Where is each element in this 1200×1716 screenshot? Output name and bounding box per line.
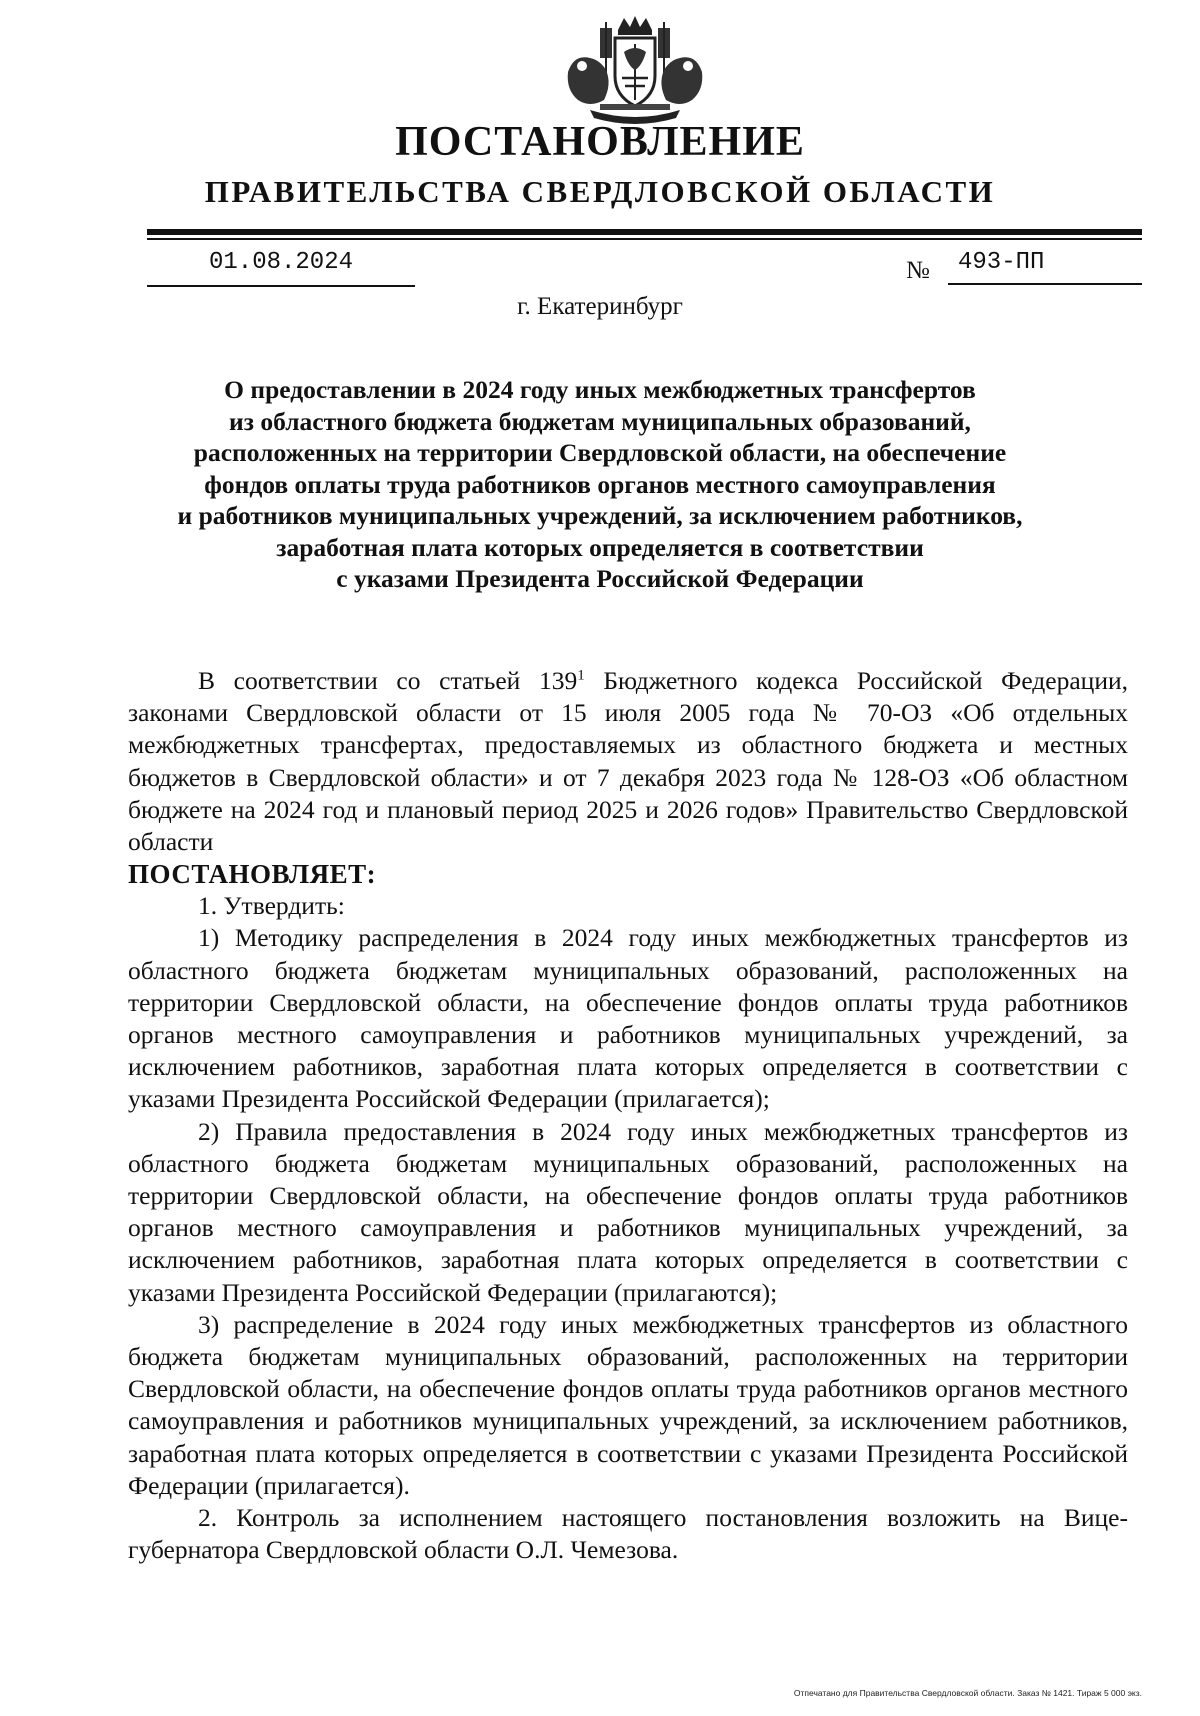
article-superscript: 1 [577,667,585,684]
document-heading [130,374,1070,595]
item-2: 2. Контроль за исполнением настоящего постановления возложить на Вице-губернатора Свердловской области О.Л. Чемезова. [128,1503,1128,1565]
preamble-paragraph [128,665,1128,858]
document-number: 493-ПП [948,245,1142,285]
coat-of-arms-emblem [560,14,710,124]
item-1-3: 3) распределение в 2024 году иных межбюджетных трансфертов из областного бюджета бюджетам муниципальных образований, расположенных на территории Свердловской области, на обеспечение фондов оплаты труда работников органов местного самоуправления и работников муниципальных учреждений, за исключением работников, заработная плата которых определяется в соответствии с указами Президента Российской Федерации (прилагается). [128,1309,1128,1500]
document-body [128,665,1128,1566]
heading-line: О предоставлении в 2024 году иных межбюджетных трансфертов [224,375,976,404]
heading-line: заработная плата которых определяется в соответствии [276,532,924,562]
item-1: 1. Утвердить: [198,891,345,921]
header-rule-thick [147,229,1142,235]
item-1-2: 2) Правила предоставления в 2024 году иных межбюджетных трансфертов из областного бюджета бюджетам муниципальных образований, расположенных на территории Свердловской области, на обеспечение фондов оплаты труда работников органов местного самоуправления и работников муниципальных учреждений, за исключением работников, заработная плата которых определяется в соответствии с указами Президента Российской Федерации (прилагаются); [128,1116,1128,1307]
document-date: 01.08.2024 [147,245,415,287]
preamble-text-start: В соответствии со статьей 139 [198,666,578,695]
number-sign: № [906,257,930,284]
heading-line: расположенных на территории Свердловской области, на обеспечение [193,438,1007,467]
print-note: Отпечатано для Правительства Свердловской области. Заказ № 1421. Тираж 5 000 экз. [793,1688,1142,1698]
heading-line: и работников муниципальных учреждений, за исключением работников, [177,501,1023,530]
preamble-text-end: Бюджетного кодекса Российской Федерации, законами Свердловской области от 15 июля 2005 года № 70-ОЗ «Об отдельных межбюджетных трансфертах, предоставляемых из областного бюджета и местных бюджетов в Свердловской области» и от 7 декабря 2023 года № 128-ОЗ «Об областном бюджете на 2024 год и плановый период 2025 и 2026 годов» Правительство Свердловской области [128,666,1128,857]
header-rule-thin [147,238,1142,240]
document-title: ПОСТАНОВЛЕНИЕ [395,119,805,165]
document-city: г. Екатеринбург [517,293,683,320]
issuing-authority: ПРАВИТЕЛЬСТВА СВЕРДЛОВСКОЙ ОБЛАСТИ [204,174,996,209]
heading-line: с указами Президента Российской Федерации [336,564,864,593]
heading-line: фондов оплаты труда работников органов местного самоуправления [204,469,996,499]
decree-word: ПОСТАНОВЛЯЕТ: [128,859,377,890]
heading-line: из областного бюджета бюджетам муниципальных образований, [229,406,971,436]
item-1-1: 1) Методику распределения в 2024 году иных межбюджетных трансфертов из областного бюджета бюджетам муниципальных образований, расположенных на территории Свердловской области, на обеспечение фондов оплаты труда работников органов местного самоуправления и работников муниципальных учреждений, за исключением работников, заработная плата которых определяется в соответствии с указами Президента Российской Федерации (прилагается); [128,923,1128,1114]
